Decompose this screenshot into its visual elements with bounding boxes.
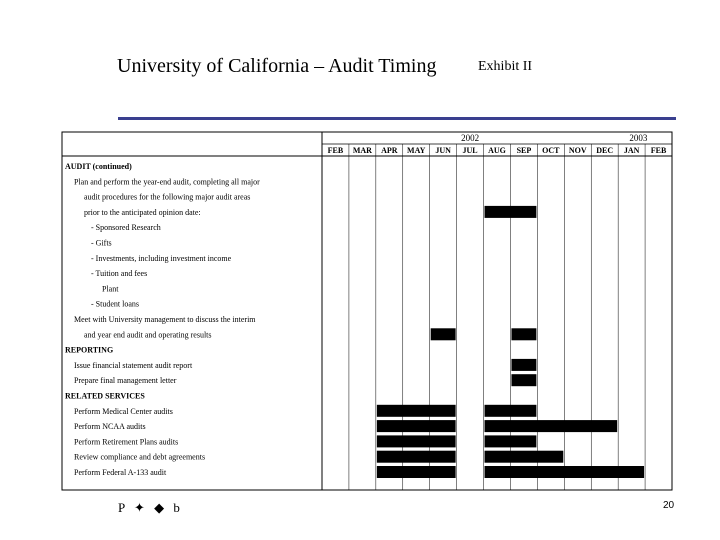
timeline-bar [485, 451, 564, 463]
row-label: Perform Retirement Plans audits [74, 437, 179, 447]
row-label: - Sponsored Research [91, 223, 161, 233]
firm-logo: P ✦ ◆ b [118, 500, 183, 515]
timeline-bar [511, 359, 536, 371]
timeline-bar [431, 328, 456, 340]
month-label: APR [381, 146, 398, 155]
month-label: JUL [462, 146, 478, 155]
month-label: MAY [407, 146, 426, 155]
month-label: JUN [435, 146, 451, 155]
row-label: Perform Medical Center audits [74, 406, 173, 416]
month-label: JAN [623, 146, 640, 155]
month-label: FEB [650, 146, 667, 155]
row-label: - Gifts [91, 238, 112, 248]
year-label: 2002 [461, 133, 480, 143]
timeline-bar [485, 206, 537, 218]
page-number: 20 [663, 500, 675, 511]
timeline-bar [485, 466, 645, 478]
row-label: prior to the anticipated opinion date: [84, 207, 201, 217]
timeline-bar [377, 435, 456, 447]
month-label: AUG [488, 146, 506, 155]
month-label: NOV [568, 146, 587, 155]
row-label: Plant [102, 284, 119, 294]
month-label: MAR [352, 146, 372, 155]
row-label: Perform NCAA audits [74, 422, 146, 432]
month-label: OCT [542, 146, 560, 155]
row-label: Meet with University management to discuss the interim [74, 315, 256, 324]
timeline-bar [485, 435, 537, 447]
timeline-bar [485, 420, 618, 432]
month-label: SEP [516, 146, 532, 155]
slide-title: University of California – Audit Timing [117, 55, 437, 77]
exhibit-label: Exhibit II [478, 59, 533, 74]
year-label: 2003 [629, 133, 648, 143]
row-label: - Tuition and fees [91, 269, 148, 279]
row-label: and year end audit and operating results [84, 330, 212, 340]
row-label: AUDIT (continued) [65, 162, 132, 171]
row-label: Perform Federal A-133 audit [74, 468, 167, 477]
row-label: Plan and perform the year-end audit, completing all major [74, 177, 260, 187]
timeline-bar [377, 420, 456, 432]
timeline-bar [377, 466, 456, 478]
row-label: Issue financial statement audit report [74, 360, 193, 370]
row-label: Prepare final management letter [74, 376, 177, 386]
month-label: DEC [596, 146, 614, 155]
row-label: audit procedures for the following major audit areas [84, 192, 251, 202]
timeline-bar [377, 451, 456, 463]
timeline-bar [511, 328, 536, 340]
timeline-bar [485, 405, 537, 417]
month-label: FEB [327, 146, 344, 155]
row-label: REPORTING [65, 345, 114, 355]
row-label: RELATED SERVICES [65, 391, 145, 401]
row-label: Review compliance and debt agreements [74, 452, 206, 462]
row-label: - Student loans [91, 299, 139, 309]
row-label: - Investments, including investment income [91, 253, 232, 263]
timeline-bar [511, 374, 536, 386]
timeline-bar [377, 405, 456, 417]
